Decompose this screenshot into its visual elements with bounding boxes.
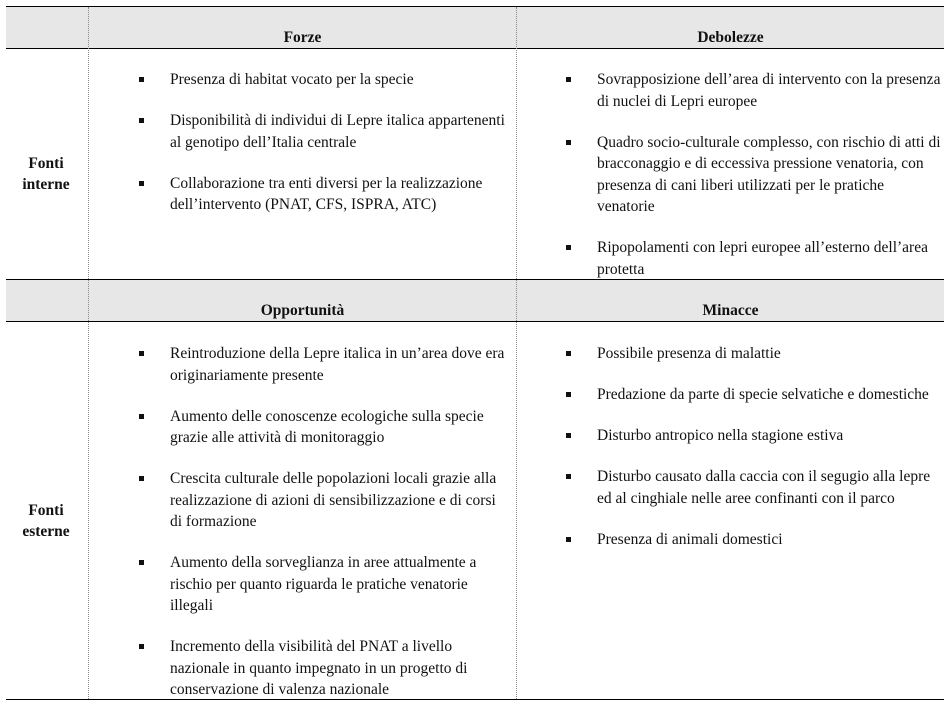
header-weaknesses: Debolezze	[697, 29, 764, 46]
list-item: Presenza di habitat vocato per la specie	[136, 69, 506, 91]
weaknesses-list	[563, 69, 941, 300]
list-item: Sovrapposizione dell’area di intervento con la presenza di nuclei di Lepri europee	[563, 69, 941, 112]
rule-under-top-header	[6, 48, 944, 49]
header-opportunities: Opportunità	[260, 302, 345, 319]
list-item: Quadro socio-culturale complesso, con rischio di atti di bracconaggio e di eccessiva pressione venatoria, con presenza di cani liberi utilizzati per le pratiche venatorie	[563, 132, 941, 218]
column-separator	[516, 7, 517, 699]
list-item: Predazione da parte di specie selvatiche e domestiche	[563, 384, 941, 406]
list-item: Disturbo causato dalla caccia con il segugio alla lepre ed al cinghiale nelle aree confinanti con il parco	[563, 466, 941, 509]
list-item: Aumento della sorveglianza in aree attualmente a rischio per quanto riguarda le pratiche venatorie illegali	[136, 552, 506, 617]
row-label-internal-line2: interne	[22, 176, 70, 193]
strengths-list	[136, 69, 506, 235]
list-item: Possibile presenza di malattie	[563, 343, 941, 365]
header-strengths: Forze	[283, 29, 322, 46]
rule-top	[6, 6, 944, 7]
row-label-external-line2: esterne	[22, 523, 70, 540]
threats-list	[563, 343, 941, 570]
header-threats: Minacce	[702, 302, 759, 319]
row-label-external	[6, 500, 86, 542]
list-item: Disponibilità di individui di Lepre italica appartenenti al genotipo dell’Italia centrale	[136, 110, 506, 153]
list-item: Presenza di animali domestici	[563, 529, 941, 551]
list-item: Ripopolamenti con lepri europee all’esterno dell’area protetta	[563, 237, 941, 280]
list-item: Crescita culturale delle popolazioni locali grazie alla realizzazione di azioni di sensibilizzazione e di corsi di formazione	[136, 468, 506, 533]
list-item: Incremento della visibilità del PNAT a livello nazionale in quanto impegnato in un progetto di conservazione di valenza nazionale	[136, 636, 506, 701]
row-label-external-line1: Fonti	[28, 502, 64, 519]
list-item: Aumento delle conoscenze ecologiche sulla specie grazie alle attività di monitoraggio	[136, 406, 506, 449]
list-item: Collaborazione tra enti diversi per la realizzazione dell’intervento (PNAT, CFS, ISPRA, ATC)	[136, 173, 506, 216]
rule-under-middle-header	[6, 321, 944, 322]
list-item: Reintroduzione della Lepre italica in un’area dove era originariamente presente	[136, 343, 506, 386]
row-label-internal	[6, 153, 86, 195]
opportunities-list	[136, 343, 506, 720]
column-separator	[88, 7, 89, 699]
list-item: Disturbo antropico nella stagione estiva	[563, 425, 941, 447]
row-label-internal-line1: Fonti	[28, 155, 64, 172]
